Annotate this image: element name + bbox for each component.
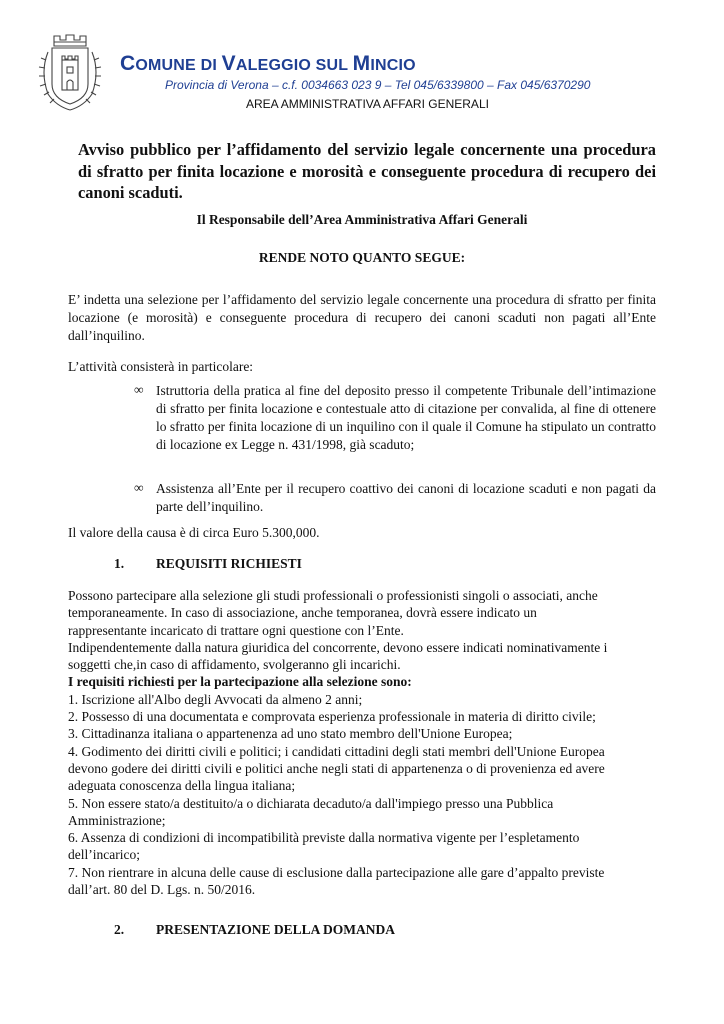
requirements-list-heading: I requisiti richiesti per la partecipazione alla selezione sono:: [68, 674, 412, 690]
text-line: temporaneamente. In caso di associazione, anche temporanea, dovrà essere indicato un: [68, 605, 537, 621]
section-number: 2.: [114, 922, 125, 937]
section-number: 1.: [114, 556, 125, 571]
activity-intro: L’attività consisterà in particolare:: [68, 359, 254, 374]
section-title: REQUISITI RICHIESTI: [156, 556, 302, 571]
title-part: M: [352, 52, 371, 75]
requirement-line: 7. Non rientrare in alcuna delle cause di esclusione dalla partecipazione alle gare d’appalto previste: [68, 864, 605, 880]
requirement-line: dall’art. 80 del D. Lgs. n. 50/2016.: [68, 882, 256, 898]
municipality-title: [120, 52, 416, 76]
requirement-line: devono godere dei diritti civili e politici anche negli stati di appartenenza o di provenienza ed avere: [68, 760, 605, 776]
text-line: soggetti che,in caso di affidamento, svolgeranno gli incarichi.: [68, 657, 401, 673]
title-part: V: [221, 52, 236, 75]
section-heading-requirements: [114, 556, 302, 572]
text-line: Possono partecipare alla selezione gli studi professionali o professionisti singoli o associati, anche: [68, 588, 598, 603]
activity-item: Assistenza all’Ente per il recupero coattivo dei canoni di locazione scaduti e non pagati da parte dell’inquilino.: [156, 481, 656, 514]
title-part: OMUNE DI: [135, 57, 222, 74]
coat-of-arms-icon: [36, 32, 104, 116]
requirements-block: [68, 587, 668, 898]
requirement-line: dell’incarico;: [68, 847, 140, 863]
title-part: ALEGGIO SUL: [235, 57, 353, 74]
notice-title: Avviso pubblico per l’affidamento del servizio legale concernente una procedura di sfratto per finita locazione e morosità e conseguente procedura di recupero dei canoni scaduti.: [78, 140, 656, 202]
case-value: Il valore della causa è di circa Euro 5.300,000.: [68, 525, 320, 540]
title-part: INCIO: [370, 57, 416, 74]
requirement-line: 2. Possesso di una documentata e comprovata esperienza professionale in materia di diritto civile;: [68, 709, 596, 725]
requirement-line: 3. Cittadinanza italiana o appartenenza ad uno stato membro dell'Unione Europea;: [68, 726, 513, 742]
announcement-heading: RENDE NOTO QUANTO SEGUE:: [258, 250, 466, 265]
section-title: PRESENTAZIONE DELLA DOMANDA: [156, 922, 396, 937]
municipality-address: Provincia di Verona – c.f. 0034663 023 9 – Tel 045/6339800 – Fax 045/6370290: [165, 78, 591, 92]
text-line: rappresentante incaricato di trattare ogni questione con l’Ente.: [68, 622, 404, 638]
requirement-line: 1. Iscrizione all'Albo degli Avvocati da almeno 2 anni;: [68, 691, 363, 707]
requirement-line: 5. Non essere stato/a destituito/a o dichiarata decaduto/a dall'impiego presso una Pubblica: [68, 795, 554, 811]
department-name: AREA AMMINISTRATIVA AFFARI GENERALI: [246, 97, 489, 111]
infinity-bullet-icon: ∞: [134, 480, 144, 495]
title-part: C: [120, 52, 136, 75]
requirement-line: Amministrazione;: [68, 812, 166, 828]
intro-paragraph: E’ indetta una selezione per l’affidamento del servizio legale concernente una procedura di sfratto per finita locazione (e morosità) e conseguente procedura di recupero dei canoni scaduti non pagati all’Ente dall’inquilino.: [68, 292, 656, 343]
responsible-heading: Il Responsabile dell’Area Amministrativa Affari Generali: [196, 212, 528, 227]
section-heading-application: [114, 922, 395, 938]
requirement-line: adeguata conoscenza della lingua italiana;: [68, 778, 296, 794]
text-line: Indipendentemente dalla natura giuridica del concorrente, devono essere indicati nominativamente i: [68, 639, 608, 655]
requirement-line: 4. Godimento dei diritti civili e politici; i candidati cittadini degli stati membri dell'Unione Europea: [68, 743, 605, 759]
infinity-bullet-icon: ∞: [134, 382, 144, 397]
activity-item: Istruttoria della pratica al fine del deposito presso il competente Tribunale dell’intimazione di sfratto per finita locazione e contestuale atto di citazione per convalida, al fine di ottenere lo sfratto per finita locazione di un inquilino con il quale il Comune ha stipulato un contratto di locazione ex Legge n. 431/1998, già scaduto;: [156, 383, 656, 452]
requirement-line: 6. Assenza di condizioni di incompatibilità previste dalla normativa vigente per l’espletamento: [68, 830, 580, 846]
